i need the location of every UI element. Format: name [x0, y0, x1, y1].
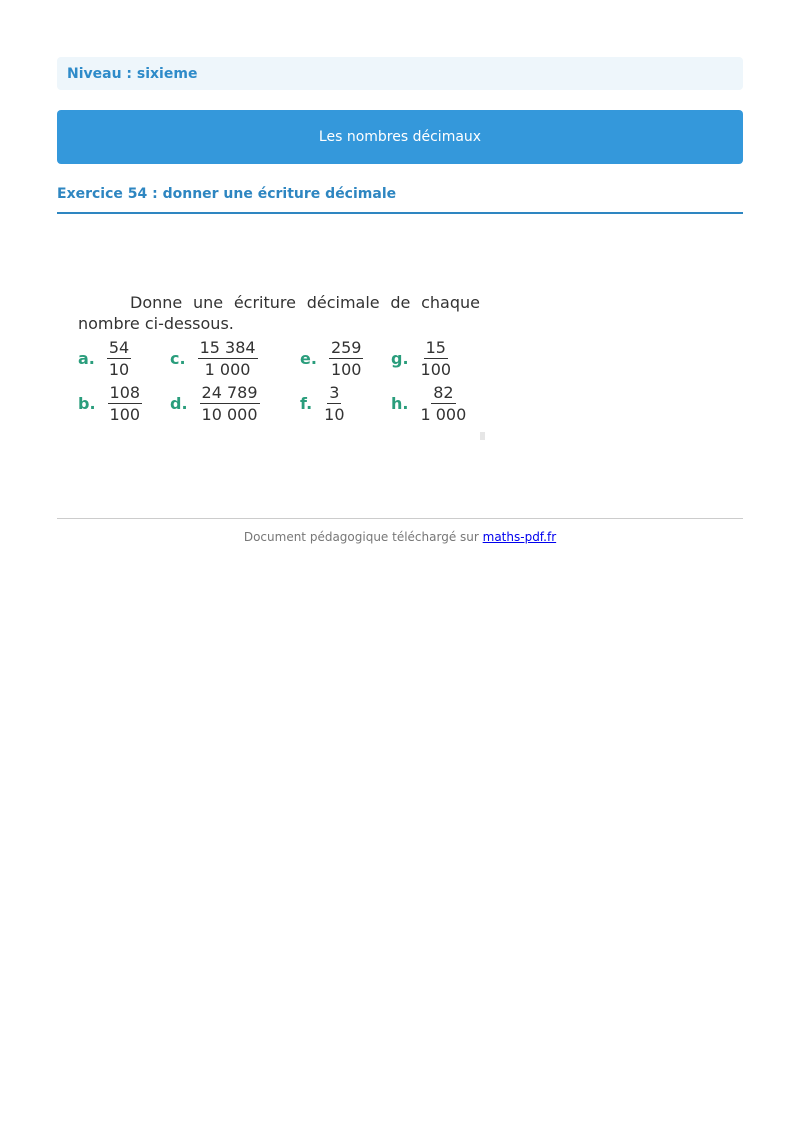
fraction-item-h — [391, 383, 466, 424]
fraction-item-g — [391, 338, 451, 379]
fraction — [420, 383, 466, 424]
footer-text: Document pédagogique téléchargé sur — [243, 530, 483, 544]
fraction-numerator: 108 — [109, 383, 141, 402]
fraction-denominator: 100 — [330, 360, 362, 379]
item-letter: b. — [78, 394, 96, 413]
footer — [57, 530, 743, 544]
fraction-numerator: 82 — [433, 383, 454, 402]
item-letter: e. — [300, 349, 317, 368]
footer-divider — [57, 518, 743, 519]
footer-site-link[interactable]: maths-pdf.fr — [482, 530, 557, 544]
fraction-item-c — [170, 338, 258, 379]
fraction-numerator: 24 789 — [201, 383, 258, 402]
item-letter: f. — [300, 394, 313, 413]
fraction-numerator: 54 — [108, 338, 130, 357]
fraction-item-f — [300, 383, 345, 424]
level-label — [57, 57, 743, 90]
fraction-denominator: 1 000 — [420, 405, 467, 424]
fraction-numerator: 15 384 — [199, 338, 256, 357]
fraction-item-d — [170, 383, 260, 424]
item-letter: h. — [391, 394, 409, 413]
fraction — [108, 383, 143, 424]
fraction-numerator: 15 — [425, 338, 446, 357]
fraction-denominator: 100 — [420, 360, 452, 379]
fraction-denominator: 10 000 — [201, 405, 258, 424]
fraction-denominator: 10 — [324, 405, 345, 424]
fraction — [198, 338, 258, 379]
fraction-denominator: 10 — [108, 360, 130, 379]
exercise-title: Exercice 54 : donner une écriture décimale — [57, 186, 743, 214]
item-letter: g. — [391, 349, 409, 368]
fraction — [421, 338, 452, 379]
item-letter: a. — [78, 349, 95, 368]
fraction — [324, 383, 344, 424]
level-text: Niveau : sixieme — [67, 65, 198, 82]
chapter-title: Les nombres décimaux — [318, 129, 482, 145]
page-fold-mark — [480, 432, 485, 440]
exercise-figure — [70, 288, 490, 448]
fraction-denominator: 1 000 — [204, 360, 251, 379]
fraction-item-e — [300, 338, 363, 379]
item-letter: c. — [170, 349, 186, 368]
fraction-numerator: 3 — [329, 383, 340, 402]
item-letter: d. — [170, 394, 188, 413]
fraction-denominator: 100 — [109, 405, 141, 424]
fraction — [200, 383, 260, 424]
exercise-instruction: Donne une écriture décimale de chaque nombre ci-dessous. — [78, 293, 480, 333]
fraction-item-b — [78, 383, 142, 424]
fraction — [107, 338, 131, 379]
chapter-banner — [57, 110, 743, 164]
fraction-numerator: 259 — [330, 338, 362, 357]
fraction-item-a — [78, 338, 131, 379]
fraction — [329, 338, 364, 379]
